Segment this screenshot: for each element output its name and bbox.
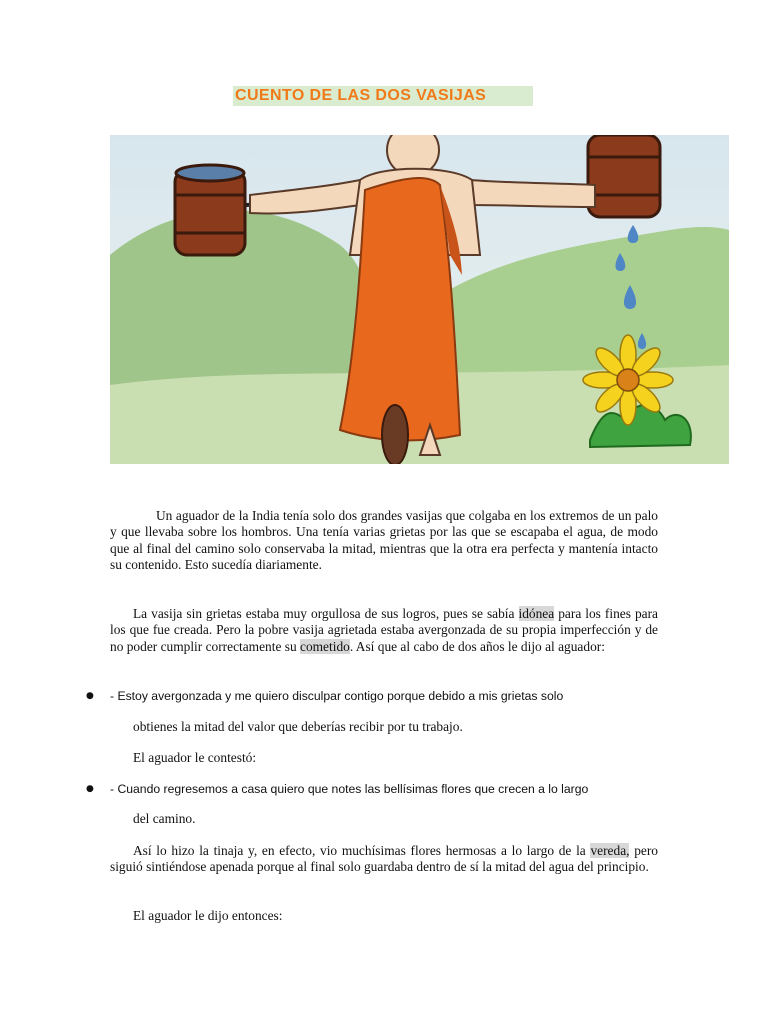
paragraph-1: Un aguador de la India tenía solo dos grandes vasijas que colgaba en los extremos de un palo y que llevaba sobre los hombros. Una tenía varias grietas por las que se escapaba el agua, de modo que al final del camino solo conservaba la mitad, mientras que la otra era perfecta y mantenía intacto su contenido. Esto sucedía diariamente. [110,508,658,573]
left-barrel [175,165,245,255]
document-title: CUENTO DE LAS DOS VASIJAS [233,86,533,106]
quote-1-line-1: - Estoy avergonzada y me quiero disculpar contigo porque debido a mis grietas solo [110,689,564,703]
paragraph-3-part-1: Así lo hizo la tinaja y, en efecto, vio muchísimas flores hermosas a lo largo de la [133,843,591,858]
paragraph-2-part-3: . Así que al cabo de dos años le dijo al aguador: [349,638,605,654]
paragraph-3 [110,843,658,876]
paragraph-2 [110,606,658,655]
quote-1-line-2: obtienes la mitad del valor que deberías recibir por tu trabajo. [133,719,463,734]
highlight-cometido: cometido [300,638,350,654]
paragraph-2-part-1: La vasija sin grietas estaba muy orgullosa de sus logros, pues se sabía [133,606,519,621]
closing-line: El aguador le dijo entonces: [133,908,283,923]
right-barrel [588,135,660,217]
highlight-vereda: vereda, [590,843,630,858]
paragraph-2-part-2: para los fines para los que fue creada. Pero la pobre vasija agrietada estaba avergonzada de su propia imperfección y de no poder cumplir correctamente su [110,606,658,654]
highlight-idonea: idónea [518,606,555,621]
water-carrier-illustration [110,135,729,464]
sandal [382,405,408,464]
bullet-1: ● [86,691,94,701]
quote-2-line-2: del camino. [133,811,196,826]
reply-intro: El aguador le contestó: [133,750,257,765]
quote-2-line-1: - Cuando regresemos a casa quiero que notes las bellísimas flores que crecen a lo largo [110,782,589,796]
bullet-2: ● [86,784,94,794]
paragraph-3-part-2: pero siguió sintiéndose apenada porque al final solo guardaba dentro de sí la mitad del agua del principio. [110,843,658,875]
